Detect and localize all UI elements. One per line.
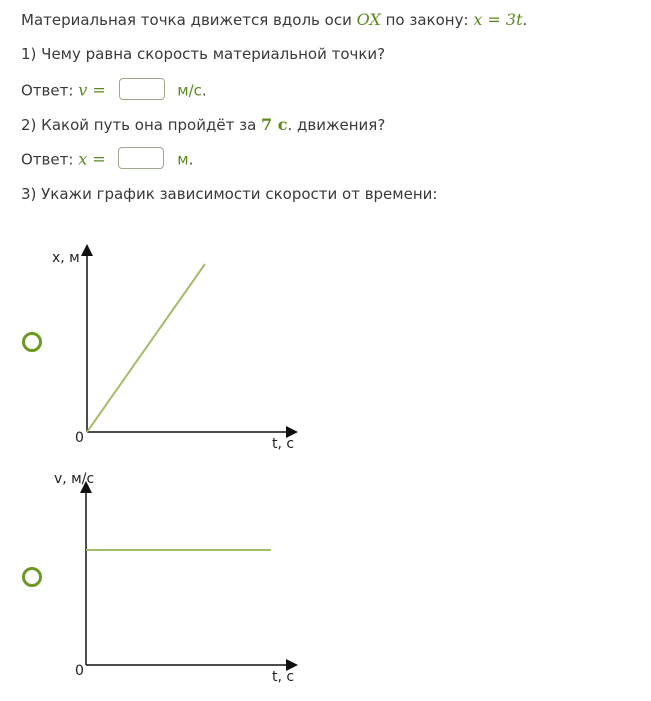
option-2-graph xyxy=(40,465,310,690)
origin-label: 0 xyxy=(75,663,84,679)
question-2 xyxy=(21,115,385,134)
y-axis-label: x, м xyxy=(52,250,80,266)
answer-label: Ответ: xyxy=(21,81,74,100)
answer-input-2[interactable] xyxy=(118,147,164,169)
period: . xyxy=(201,81,207,100)
intro-text: Материальная точка движется вдоль оси xyxy=(21,11,352,29)
period: . xyxy=(522,11,528,29)
answer-row-2 xyxy=(21,149,193,171)
law-text: по закону: xyxy=(385,11,469,29)
y-axis-label: v, м/с xyxy=(54,471,95,487)
x-axis-label: t, с xyxy=(272,669,295,685)
axis-name: OX xyxy=(356,10,381,29)
period: . xyxy=(188,150,194,169)
time-value: 7 с xyxy=(261,115,288,134)
option-2-radio[interactable] xyxy=(22,567,42,587)
answer-input-1[interactable] xyxy=(119,78,165,100)
question-1: 1) Чему равна скорость материальной точки? xyxy=(21,45,386,63)
question-2-text-end: . движения? xyxy=(287,116,386,134)
answer-unit: м xyxy=(177,150,189,169)
graph-line-increasing xyxy=(87,264,205,432)
answer-label: Ответ: xyxy=(21,150,74,169)
option-1-radio[interactable] xyxy=(22,332,42,352)
problem-statement xyxy=(21,10,527,29)
law-formula: x = 3t xyxy=(473,10,523,29)
answer-unit: м/с xyxy=(177,81,202,100)
answer-variable: v = xyxy=(78,80,106,100)
answer-variable: x = xyxy=(78,149,106,169)
question-3: 3) Укажи график зависимости скорости от времени: xyxy=(21,185,438,203)
question-2-text: 2) Какой путь она пройдёт за xyxy=(21,116,257,134)
origin-label: 0 xyxy=(75,430,84,446)
answer-row-1 xyxy=(21,80,207,102)
x-axis-label: t, с xyxy=(272,436,295,452)
option-1-graph xyxy=(40,240,310,455)
